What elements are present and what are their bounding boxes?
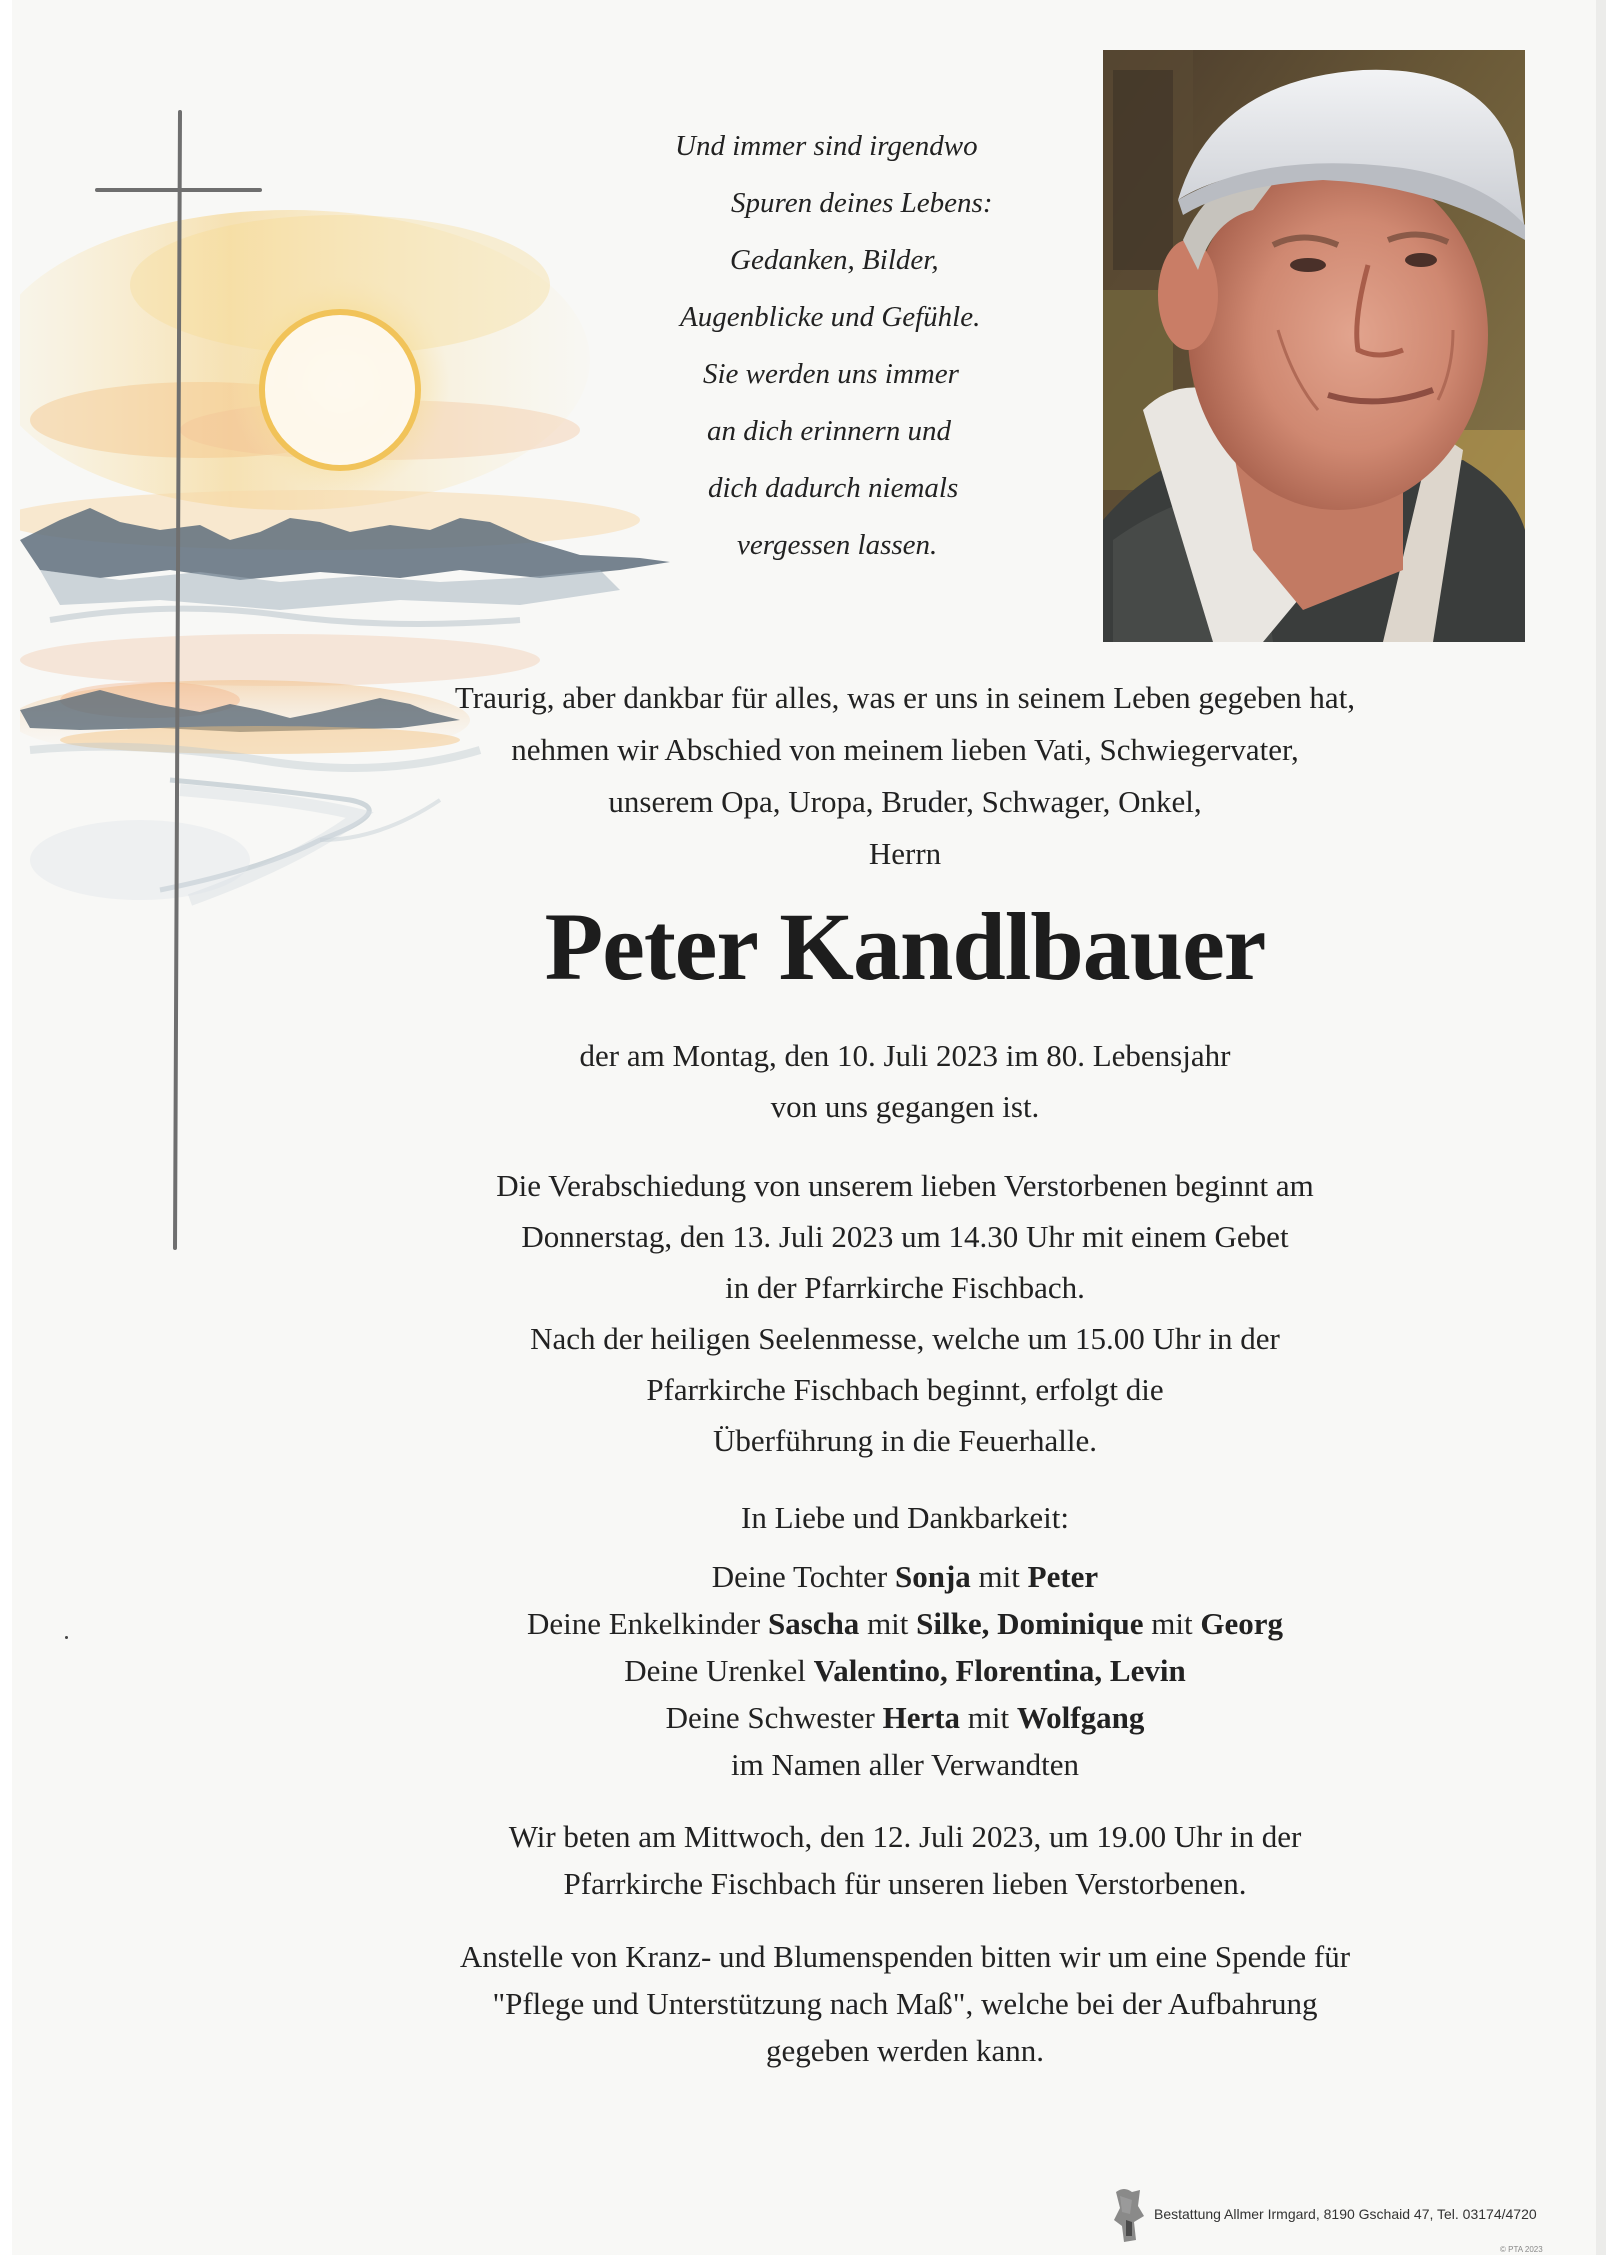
poem-line: Und immer sind irgendwo xyxy=(675,130,978,162)
undertaker-info: Bestattung Allmer Irmgard, 8190 Gschaid 47, Tel. 03174/4720 xyxy=(1154,2206,1537,2222)
copyright-code: © PTA 2023 xyxy=(1500,2245,1543,2254)
relation-label: Deine Enkelkinder xyxy=(526,1606,768,1641)
portrait-photo xyxy=(1103,50,1525,642)
deceased-name: Peter Kandlbauer xyxy=(544,893,1266,1000)
mourner-name: Sonja xyxy=(894,1559,971,1594)
service-line: Überführung in die Feuerhalle. xyxy=(713,1423,1097,1458)
service-line: in der Pfarrkirche Fischbach. xyxy=(725,1270,1085,1305)
intro-line: nehmen wir Abschied von meinem lieben Vati, Schwiegervater, xyxy=(511,732,1299,767)
death-line: der am Montag, den 10. Juli 2023 im 80. Lebensjahr xyxy=(579,1038,1231,1073)
in-love-line: In Liebe und Dankbarkeit: xyxy=(741,1500,1069,1535)
joiner: mit xyxy=(1143,1606,1201,1641)
in-love-heading xyxy=(380,1494,1430,1542)
mourner-name: Georg xyxy=(1200,1606,1284,1641)
bestattung-logo-icon xyxy=(1110,2186,1148,2244)
page-edge-shadow xyxy=(1596,0,1606,2255)
intro-line: unserem Opa, Uropa, Bruder, Schwager, Onkel, xyxy=(608,784,1202,819)
service-line: Pfarrkirche Fischbach beginnt, erfolgt die xyxy=(646,1372,1164,1407)
donation-line: gegeben werden kann. xyxy=(765,2033,1045,2068)
donation-line: "Pflege und Unterstützung nach Maß", welche bei der Aufbahrung xyxy=(492,1986,1318,2021)
poem-line: Gedanken, Bilder, xyxy=(730,244,939,276)
mourner-grandchildren xyxy=(380,1600,1430,1647)
service-line: Die Verabschiedung von unserem lieben Verstorbenen beginnt am xyxy=(496,1168,1314,1203)
mourners-list xyxy=(380,1553,1430,1788)
intro-line: Traurig, aber dankbar für alles, was er uns in seinem Leben gegeben hat, xyxy=(454,680,1356,715)
mourner-name: Wolfgang xyxy=(1016,1700,1145,1735)
death-notice xyxy=(380,1030,1430,1132)
relation-label: Deine Tochter xyxy=(711,1559,895,1594)
poem-line: dich dadurch niemals xyxy=(708,472,959,504)
service-line: Donnerstag, den 13. Juli 2023 um 14.30 Uhr mit einem Gebet xyxy=(521,1219,1289,1254)
prayer-line: Wir beten am Mittwoch, den 12. Juli 2023, um 19.00 Uhr in der xyxy=(508,1819,1302,1854)
mourner-name: Herta xyxy=(882,1700,961,1735)
intro-line: Herrn xyxy=(868,836,942,871)
mourner-name: Sascha xyxy=(768,1606,860,1641)
poem-line: Spuren deines Lebens: xyxy=(731,187,993,219)
joiner: mit xyxy=(859,1606,917,1641)
intro-text xyxy=(380,672,1430,880)
footer xyxy=(1110,2186,1550,2244)
relation-label: Deine Schwester xyxy=(665,1700,883,1735)
poem-line: vergessen lassen. xyxy=(737,529,938,561)
joiner: mit xyxy=(960,1700,1017,1735)
sun-shape xyxy=(262,312,418,468)
scan-speck xyxy=(65,1636,68,1639)
mourner-relatives: im Namen aller Verwandten xyxy=(730,1747,1080,1782)
death-line: von uns gegangen ist. xyxy=(770,1089,1040,1124)
joiner: mit xyxy=(970,1559,1028,1594)
poem-line: Augenblicke und Gefühle. xyxy=(680,301,981,333)
donation-line: Anstelle von Kranz- und Blumenspenden bitten wir um eine Spende für xyxy=(459,1939,1351,1974)
mourner-daughter xyxy=(380,1553,1430,1600)
mourner-name: Peter xyxy=(1027,1559,1099,1594)
poem xyxy=(590,118,1090,574)
mourner-sister xyxy=(380,1694,1430,1741)
mourner-name: Silke, Dominique xyxy=(916,1606,1144,1641)
mourner-name: Valentino, Florentina, Levin xyxy=(813,1653,1186,1688)
poem-line: Sie werden uns immer xyxy=(703,358,959,390)
poem-line: an dich erinnern und xyxy=(707,415,952,447)
donation-notice xyxy=(380,1933,1430,2074)
service-details xyxy=(380,1160,1430,1466)
relation-label: Deine Urenkel xyxy=(624,1653,814,1688)
prayer-line: Pfarrkirche Fischbach für unseren lieben Verstorbenen. xyxy=(563,1866,1247,1901)
service-line: Nach der heiligen Seelenmesse, welche um 15.00 Uhr in der xyxy=(530,1321,1280,1356)
page-edge xyxy=(0,0,12,2255)
prayer-notice xyxy=(380,1813,1430,1907)
mourner-great-grandchildren xyxy=(380,1647,1430,1694)
